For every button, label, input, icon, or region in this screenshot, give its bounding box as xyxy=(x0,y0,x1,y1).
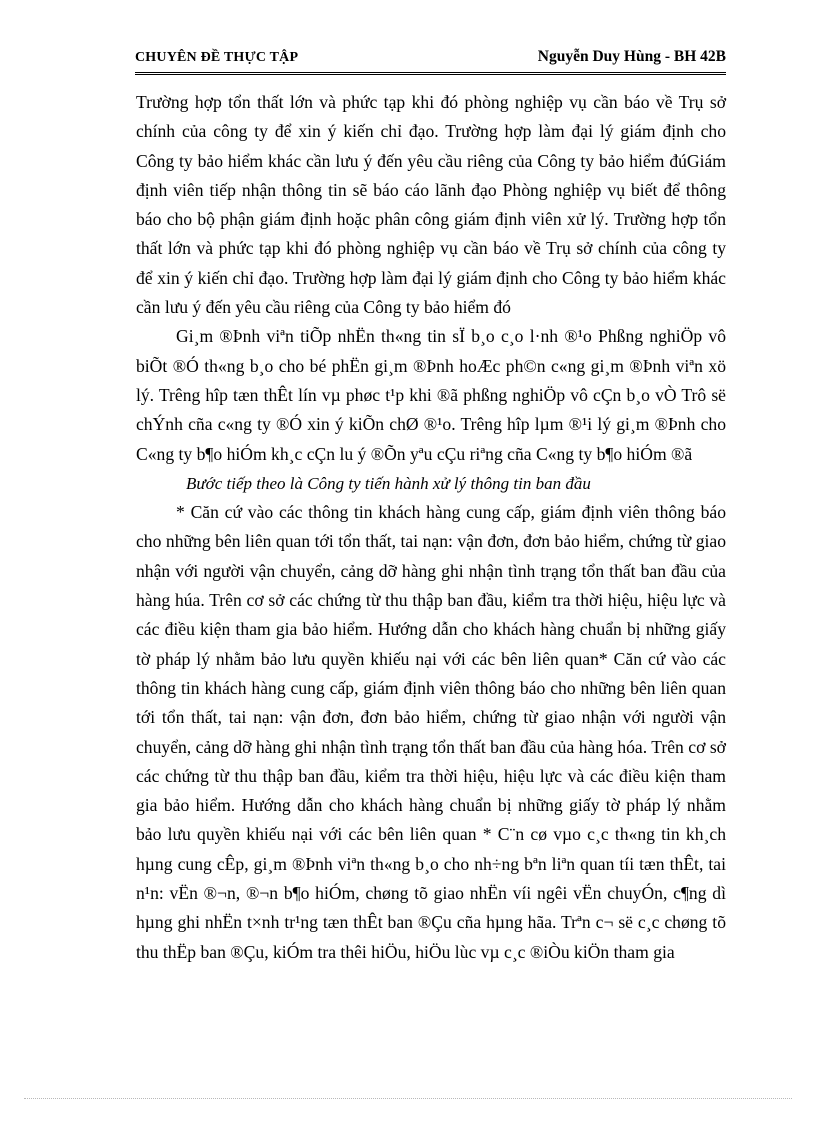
paragraph-2-legacy-encoded: Gi¸m ®Þnh viªn tiÕp nhËn th«ng tin sÏ b¸o c¸o l·nh ®¹o Phßng nghiÖp vô biÕt ®Ó th«ng b¸o cho bé phËn gi¸m ®Þnh hoÆc ph©n c«ng gi¸m ®Þnh viªn xö lý. Trêng hîp tæn thÊt lín vµ phøc t¹p khi ®ã phßng nghiÖp vô cÇn b¸o vÒ Trô së chÝnh cña c«ng ty ®Ó xin ý kiÕn chØ ®¹o. Trêng hîp lµm ®¹i lý gi¸m ®Þnh cho C«ng ty b¶o hiÓm kh¸c cÇn lu ý ®Õn yªu cÇu riªng cña C«ng ty b¶o hiÓm ®ã xyxy=(136,326,726,464)
page-header xyxy=(135,48,726,75)
paragraph-3: * Căn cứ vào các thông tin khách hàng cung cấp, giám định viên thông báo cho những bên liên quan tới tổn thất, tai nạn: vận đơn, đơn bảo hiểm, chứng từ giao nhận với người vận chuyển, cảng dỡ hàng ghi nhận tình trạng tổn thất ban đầu của hàng húa. Trên cơ sở các chứng từ thu thập ban đầu, kiểm tra thời hiệu, hiệu lực và các điều kiện tham gia bảo hiểm. Hướng dẫn cho khách hàng chuẩn bị những giấy tờ pháp lý nhằm bảo lưu quyền khiếu nại với các bên liên quan* Căn cứ vào các thông tin khách hàng cung cấp, giám định viên thông báo cho những bên liên quan tới tổn thất, tai nạn: vận đơn, đơn bảo hiểm, chứng từ giao nhận với người vận chuyển, cảng dỡ hàng ghi nhận tình trạng tổn thất ban đầu của hàng hóa. Trên cơ sở các chứng từ thu thập ban đầu, kiểm tra thời hiệu, hiệu lực và các điều kiện tham gia bảo hiểm. Hướng dẫn cho khách hàng chuẩn bị những giấy tờ pháp lý nhằm bảo lưu quyền khiếu nại với các bên liên quan * C¨n cø vµo c¸c th«ng tin kh¸ch hµng cung cÊp, gi¸m ®Þnh viªn th«ng b¸o cho nh÷ng bªn liªn quan tíi tæn thÊt, tai n¹n: vËn ®¬n, ®¬n b¶o hiÓm, chøng tõ giao nhËn víi ngêi vËn chuyÓn, c¶ng dì hµng ghi nhËn t×nh tr¹ng tæn thÊt ban ®Çu cña hµng hãa. Trªn c¬ së c¸c chøng tõ thu thËp ban ®Çu, kiÓm tra thêi hiÖu, hiÖu lùc vµ c¸c ®iÒu kiÖn tham gia xyxy=(136,502,726,962)
header-title-left: CHUYÊN ĐỀ THỰC TẬP xyxy=(135,50,299,65)
paragraph-1: Trường hợp tổn thất lớn và phức tạp khi đó phòng nghiệp vụ cần báo về Trụ sở chính của công ty để xin ý kiến chỉ đạo. Trường hợp làm đại lý giám định cho Công ty bảo hiểm khác cần lưu ý đến yêu cầu riêng của Công ty bảo hiểm đúGiám định viên tiếp nhận thông tin sẽ báo cáo lãnh đạo Phòng nghiệp vụ biết để thông báo cho bộ phận giám định hoặc phân công giám định viên xử lý. Trường hợp tổn thất lớn và phức tạp khi đó phòng nghiệp vụ cần báo về Trụ sở chính của công ty để xin ý kiến chỉ đạo. Trường hợp làm đại lý giám định cho Công ty bảo hiểm khác cần lưu ý đến yêu cầu riêng của Công ty bảo hiểm đó xyxy=(136,92,726,318)
body-text xyxy=(136,88,726,967)
section-heading-italic: Bước tiếp theo là Công ty tiến hành xử lý thông tin ban đầu xyxy=(186,473,591,493)
header-title-right: Nguyễn Duy Hùng - BH 42B xyxy=(537,48,726,65)
footer-divider xyxy=(24,1098,792,1099)
